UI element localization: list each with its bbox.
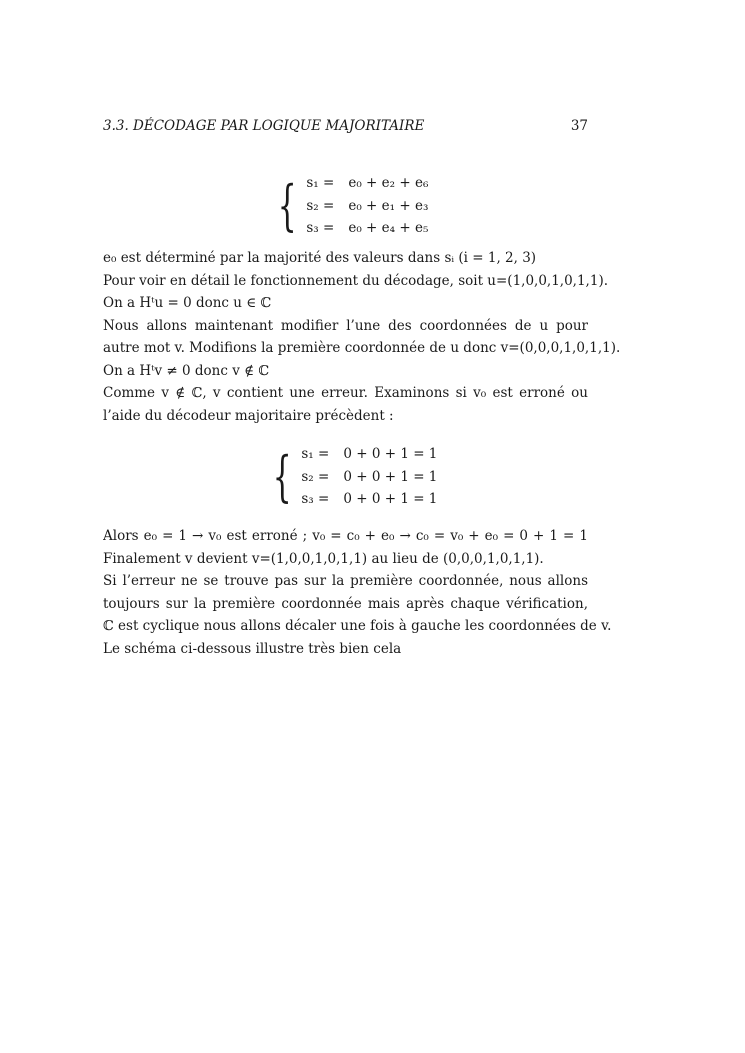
section-title: 3.3. DÉCODAGE PAR LOGIQUE MAJORITAIRE <box>103 118 425 134</box>
text-line: e₀ est déterminé par la majorité des valeurs dans sᵢ (i = 1, 2, 3) <box>103 250 537 266</box>
paragraph-conclusion <box>103 525 612 660</box>
text-line: Nous allons maintenant modifier l’une des coordonnées de u pour <box>103 317 588 334</box>
paragraph-decoding-example <box>103 247 621 427</box>
text-line: toujours sur la première coordonnée mais après chaque vérification, <box>103 595 588 612</box>
text-line: On a Hᵗv ≠ 0 donc v ∉ ℂ <box>103 362 270 379</box>
running-header <box>103 118 588 134</box>
text-line: ℂ est cyclique nous allons décaler une fois à gauche les coordonnées de v. <box>103 618 612 634</box>
equation-row: s₃ = 0 + 0 + 1 = 1 <box>301 491 438 507</box>
left-brace: { <box>277 173 297 237</box>
equation-row: s₁ = e₀ + e₂ + e₆ <box>306 175 429 191</box>
text-line: Comme v ∉ ℂ, v contient une erreur. Examinons si v₀ est erroné ou <box>103 385 588 401</box>
text-line: Finalement v devient v=(1,0,0,1,0,1,1) au lieu de (0,0,0,1,0,1,1). <box>103 550 544 567</box>
text-line: Pour voir en détail le fonctionnement du décodage, soit u=(1,0,0,1,0,1,1). <box>103 272 608 289</box>
text-line: Alors e₀ = 1 → v₀ est erroné ; v₀ = c₀ + e₀ → c₀ = v₀ + e₀ = 0 + 1 = 1 <box>103 528 588 544</box>
equation-row: s₂ = e₀ + e₁ + e₃ <box>306 197 429 214</box>
equation-row: s₃ = e₀ + e₄ + e₅ <box>306 220 429 236</box>
text-line: On a Hᵗu = 0 donc u ∈ ℂ <box>103 295 272 311</box>
left-brace: { <box>272 444 292 508</box>
equation-row: s₂ = 0 + 0 + 1 = 1 <box>301 468 438 485</box>
page-number: 37 <box>570 118 588 134</box>
text-line: Si l’erreur ne se trouve pas sur la première coordonnée, nous allons <box>103 573 588 589</box>
equation-system-values <box>265 443 437 511</box>
text-line: Le schéma ci-dessous illustre très bien cela <box>103 640 402 657</box>
equation-system-syndromes <box>270 172 428 240</box>
equation-row: s₁ = 0 + 0 + 1 = 1 <box>301 446 438 462</box>
text-line: l’aide du décodeur majoritaire précèdent : <box>103 407 394 424</box>
text-line: autre mot v. Modifions la première coordonnée de u donc v=(0,0,0,1,0,1,1). <box>103 340 621 356</box>
